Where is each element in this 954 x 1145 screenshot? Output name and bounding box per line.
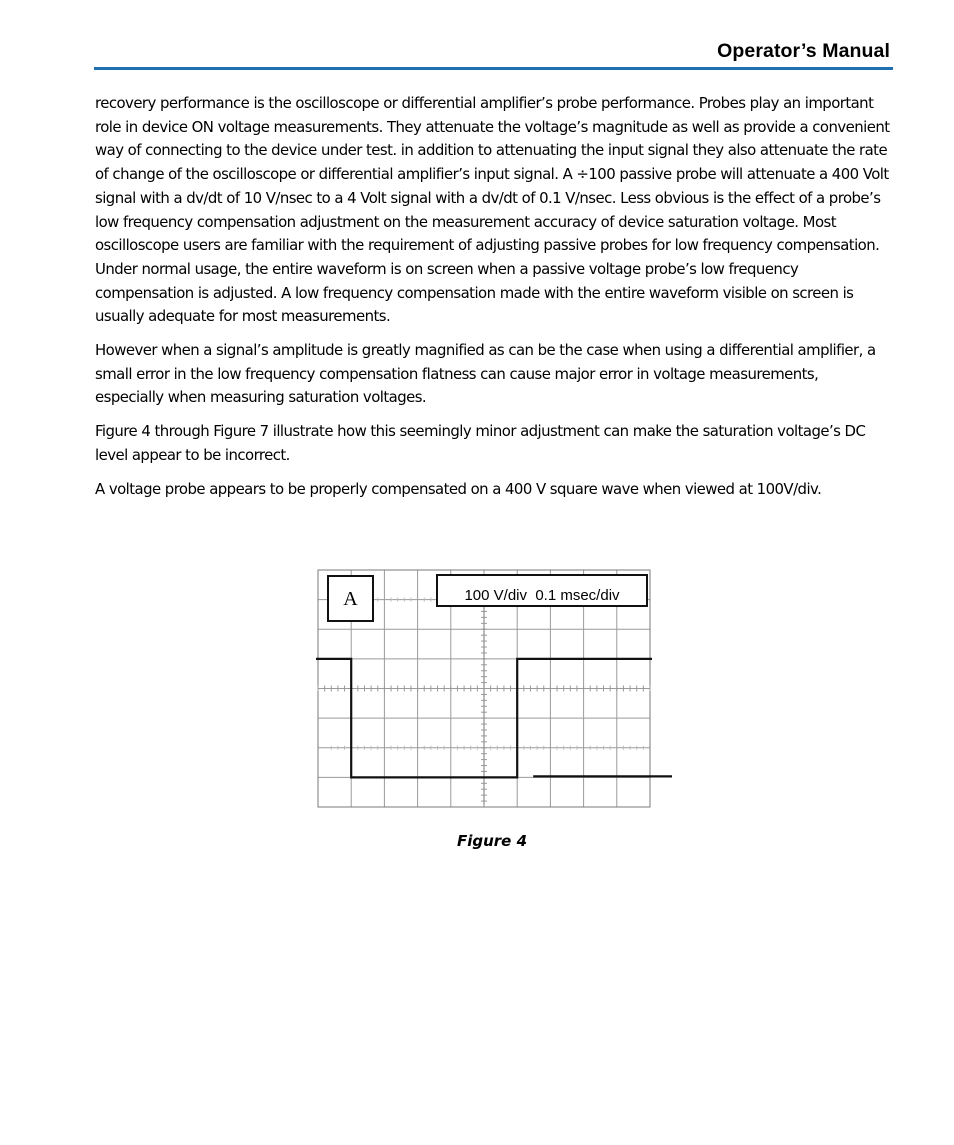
figure-caption: Figure 4 [456, 832, 528, 850]
paragraph: Figure 4 through Figure 7 illustrate how this seemingly minor adjustment can make the saturation voltage’s DC level appear to be incorrect. [95, 422, 866, 464]
panel-label-box [328, 576, 373, 621]
paragraph: However when a signal’s amplitude is greatly magnified as can be the case when using a differential amplifier, a small error in the low frequency compensation flatness can cause major error in voltage measurements, especially when measuring saturation voltages. [95, 341, 876, 407]
paragraph: recovery performance is the oscilloscope or differential amplifier’s probe performance. Probes play an important role in device ON voltage measurements. They attenuate the voltage’s magnitude as well as provide a convenient way of connecting to the device under test. in addition to attenuating the input signal they also attenuate the rate of change of the oscilloscope or differential amplifier’s input signal. A ÷100 passive probe will attenuate a 400 Volt signal with a dv/dt of 10 V/nsec to a 4 Volt signal with a dv/dt of 0.1 V/nsec. Less obvious is the effect of a probe’s low frequency compensation adjustment on the measurement accuracy of device saturation voltage. Most oscilloscope users are familiar with the requirement of adjusting passive probes for low frequency compensation. Under normal usage, the entire waveform is on screen when a passive voltage probe’s low frequency compensation is adjusted. A low frequency compensation made with the entire waveform visible on screen is usually adequate for most measurements. [95, 94, 890, 326]
header-rule [94, 67, 893, 70]
settings-label-box [437, 575, 647, 606]
paragraph: A voltage probe appears to be properly compensated on a 400 V square wave when viewed at 100V/div. [95, 479, 822, 498]
oscilloscope-figure [312, 566, 674, 818]
body-text [95, 92, 891, 511]
settings-label: 100 V/div 0.1 msec/div [464, 587, 620, 604]
manual-title: Operator’s Manual [717, 40, 890, 62]
panel-label: A [343, 588, 358, 610]
oscilloscope-screen [312, 566, 674, 818]
